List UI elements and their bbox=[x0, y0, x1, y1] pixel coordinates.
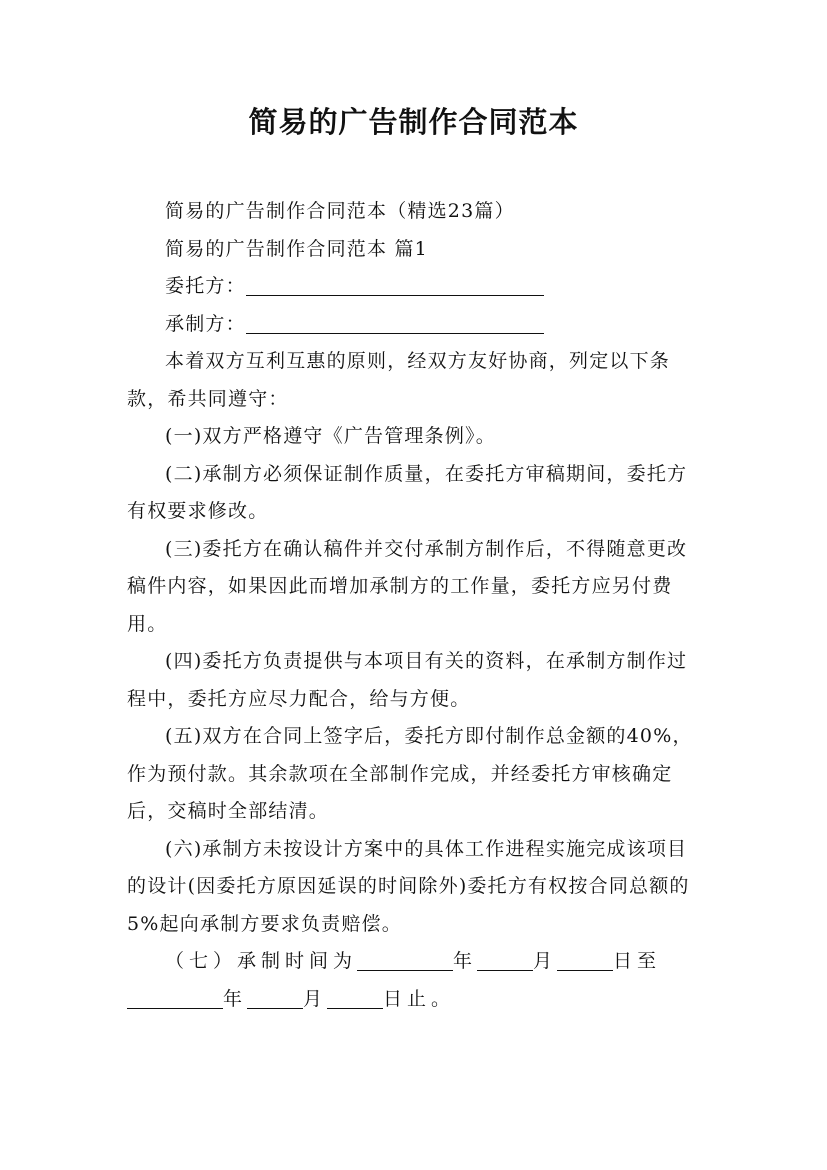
client-blank bbox=[246, 273, 544, 296]
producer-line bbox=[127, 306, 701, 344]
end-day-blank bbox=[327, 986, 383, 1009]
clause-7-day-to: 日至 bbox=[613, 950, 662, 972]
document-subtitle: 简易的广告制作合同范本（精选23篇） bbox=[165, 200, 515, 222]
document-title: 简易的广告制作合同范本 bbox=[248, 105, 579, 139]
producer-label: 承制方： bbox=[165, 312, 246, 335]
section-heading: 简易的广告制作合同范本 篇1 bbox=[165, 237, 428, 260]
clause-4: (四)委托方负责提供与本项目有关的资料，在承制方制作过程中，委托方应尽力配合，给与方便。 bbox=[127, 650, 688, 710]
clause-3: (三)委托方在确认稿件并交付承制方制作后，不得随意更改稿件内容，如果因此而增加承制方的工作量，委托方应另付费用。 bbox=[127, 537, 688, 635]
end-month-blank bbox=[247, 986, 303, 1009]
clause-7-year2: 年 bbox=[223, 987, 248, 1010]
producer-blank bbox=[246, 311, 544, 334]
clause-7-month2: 月 bbox=[303, 987, 328, 1010]
clause-7 bbox=[127, 943, 701, 1018]
clause-7-prefix: （七）承制时间为 bbox=[165, 950, 358, 972]
clause-2: (二)承制方必须保证制作质量，在委托方审稿期间，委托方有权要求修改。 bbox=[127, 462, 688, 522]
start-day-blank bbox=[557, 948, 613, 971]
clause-1: (一)双方严格遵守《广告管理条例》。 bbox=[165, 425, 496, 447]
start-month-blank bbox=[477, 948, 533, 971]
start-year-blank bbox=[357, 948, 453, 971]
client-line bbox=[127, 268, 701, 306]
clause-7-year: 年 bbox=[453, 950, 478, 972]
end-year-blank bbox=[127, 986, 223, 1009]
client-label: 委托方： bbox=[165, 275, 246, 297]
clause-6: (六)承制方未按设计方案中的具体工作进程实施完成该项目的设计(因委托方原因延误的时间除外)委托方有权按合同总额的5%起向承制方要求负责赔偿。 bbox=[127, 837, 690, 935]
clause-5: (五)双方在合同上签字后，委托方即付制作总金额的40%，作为预付款。其余款项在全部制作完成，并经委托方审核确定后，交稿时全部结清。 bbox=[127, 725, 693, 822]
clause-7-month: 月 bbox=[533, 950, 558, 972]
clause-7-end: 日止。 bbox=[383, 987, 456, 1010]
document-body bbox=[127, 193, 701, 1018]
intro-paragraph: 本着双方互利互惠的原则，经双方友好协商，列定以下条款，希共同遵守： bbox=[127, 350, 671, 410]
